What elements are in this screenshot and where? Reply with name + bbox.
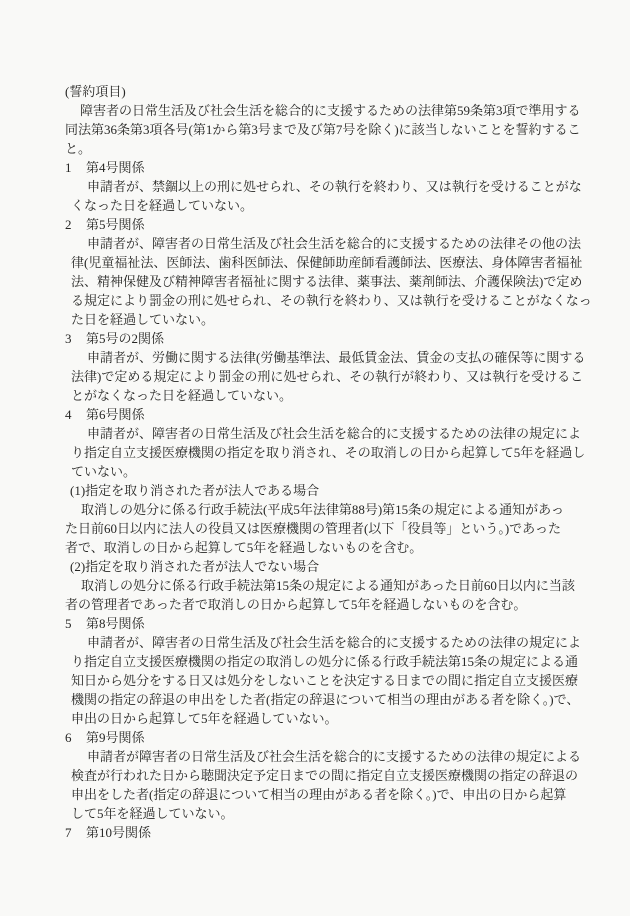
doc-line: 申請者が、禁錮以上の刑に処せられ、その執行を終わり、又は執行を受けることがな bbox=[87, 179, 582, 194]
section-number: 1 bbox=[65, 160, 72, 175]
doc-line: 障害者の日常生活及び社会生活を総合的に支援するための法律第59条第3項で準用する bbox=[80, 103, 581, 118]
section-number: 2 bbox=[65, 217, 72, 232]
doc-line: た日前60日以内に法人の役員又は医療機関の管理者(以下「役員等」という。)であった bbox=[65, 521, 562, 536]
doc-line: とがなくなった日を経過していない。 bbox=[71, 388, 293, 403]
section-header-line bbox=[65, 614, 568, 633]
section-title: 第8号関係 bbox=[86, 616, 145, 631]
doc-line: 取消しの処分に係る行政手続法第15条の規定による通知があった日前60日以内に当該 bbox=[81, 578, 575, 593]
doc-line: 者の管理者であった者で取消しの日から起算して5年を経過しないものを含む。 bbox=[65, 597, 527, 612]
section-title: 第10号関係 bbox=[86, 825, 152, 840]
section-title: 第9号関係 bbox=[86, 730, 145, 745]
doc-line: 法、精神保健及び精神障害者福祉に関する法律、薬事法、薬剤師法、介護保険法)で定め bbox=[71, 274, 583, 289]
doc-line: (1)指定を取り消された者が法人である場合 bbox=[70, 483, 320, 498]
doc-line: ていない。 bbox=[71, 464, 137, 479]
doc-line: 法律)で定める規定により罰金の刑に処せられ、その執行が終わり、又は執行を受けるこ bbox=[71, 369, 584, 384]
section-header-line bbox=[65, 329, 568, 348]
doc-line: り指定自立支援医療機関の指定の取消しの処分に係る行政手続法第15条の規定による通 bbox=[71, 654, 579, 669]
doc-line: た日を経過していない。 bbox=[71, 312, 215, 327]
doc-line: り指定自立支援医療機関の指定を取り消され、その取消しの日から起算して5年を経過し bbox=[71, 445, 586, 460]
section-number: 3 bbox=[65, 331, 72, 346]
doc-line: 申請者が、障害者の日常生活及び社会生活を総合的に支援するための法律の規定によ bbox=[87, 426, 582, 441]
section-header-line bbox=[65, 158, 568, 177]
doc-line: 申請者が、障害者の日常生活及び社会生活を総合的に支援するための法律の規定によ bbox=[87, 635, 582, 650]
doc-line: 検査が行われた日から聴聞決定予定日までの間に指定自立支援医療機関の指定の辞退の bbox=[71, 768, 579, 783]
doc-line: 申出をした者(指定の辞退について相当の理由がある者を除く。)で、申出の日から起算 bbox=[71, 787, 567, 802]
doc-line: 申請者が、労働に関する法律(労働基準法、最低賃金法、賃金の支払の確保等に関する bbox=[87, 350, 586, 365]
doc-line: 申出の日から起算して5年を経過していない。 bbox=[71, 711, 338, 726]
section-header-line bbox=[65, 823, 568, 842]
doc-line: 申請者が、障害者の日常生活及び社会生活を総合的に支援するための法律その他の法 bbox=[87, 236, 582, 251]
doc-line: 取消しの処分に係る行政手続法(平成5年法律第88号)第15条の規定による通知があっ bbox=[81, 502, 565, 517]
oath-items-document bbox=[65, 82, 592, 842]
section-title: 第4号関係 bbox=[86, 160, 145, 175]
section-number: 5 bbox=[65, 616, 72, 631]
section-title: 第5号の2関係 bbox=[86, 331, 165, 346]
doc-line: (2)指定を取り消された者が法人でない場合 bbox=[70, 559, 320, 574]
doc-line: 律(児童福祉法、医師法、歯科医師法、保健師助産師看護師法、医療法、身体障害者福祉 bbox=[71, 255, 583, 270]
doc-line: 同法第36条第3項各号(第1から第3号まで及び第7号を除く)に該当しないことを誓約するこ bbox=[65, 122, 581, 137]
doc-line: して5年を経過していない。 bbox=[71, 806, 234, 821]
section-header-line bbox=[65, 728, 568, 747]
doc-line: くなった日を経過していない。 bbox=[71, 198, 254, 213]
section-title: 第5号関係 bbox=[86, 217, 145, 232]
doc-line: る規定により罰金の刑に処せられ、その執行を終わり、又は執行を受けることがなくなっ bbox=[71, 293, 592, 308]
section-header-line bbox=[65, 405, 568, 424]
section-number: 4 bbox=[65, 407, 72, 422]
document-heading: (誓約項目) bbox=[65, 84, 126, 99]
section-header-line bbox=[65, 215, 568, 234]
doc-line: と。 bbox=[65, 141, 92, 156]
doc-line: 知日から処分をする日又は処分をしないことを決定する日までの間に指定自立支援医療 bbox=[71, 673, 579, 688]
section-title: 第6号関係 bbox=[86, 407, 145, 422]
doc-line: 申請者が障害者の日常生活及び社会生活を総合的に支援するための法律の規定による bbox=[87, 749, 582, 764]
section-number: 6 bbox=[65, 730, 72, 745]
doc-line: 機関の指定の辞退の申出をした者(指定の辞退について相当の理由がある者を除く。)で、 bbox=[71, 692, 580, 707]
section-number: 7 bbox=[65, 825, 72, 840]
doc-line: 者で、取消しの日から起算して5年を経過しないものを含む。 bbox=[65, 540, 423, 555]
